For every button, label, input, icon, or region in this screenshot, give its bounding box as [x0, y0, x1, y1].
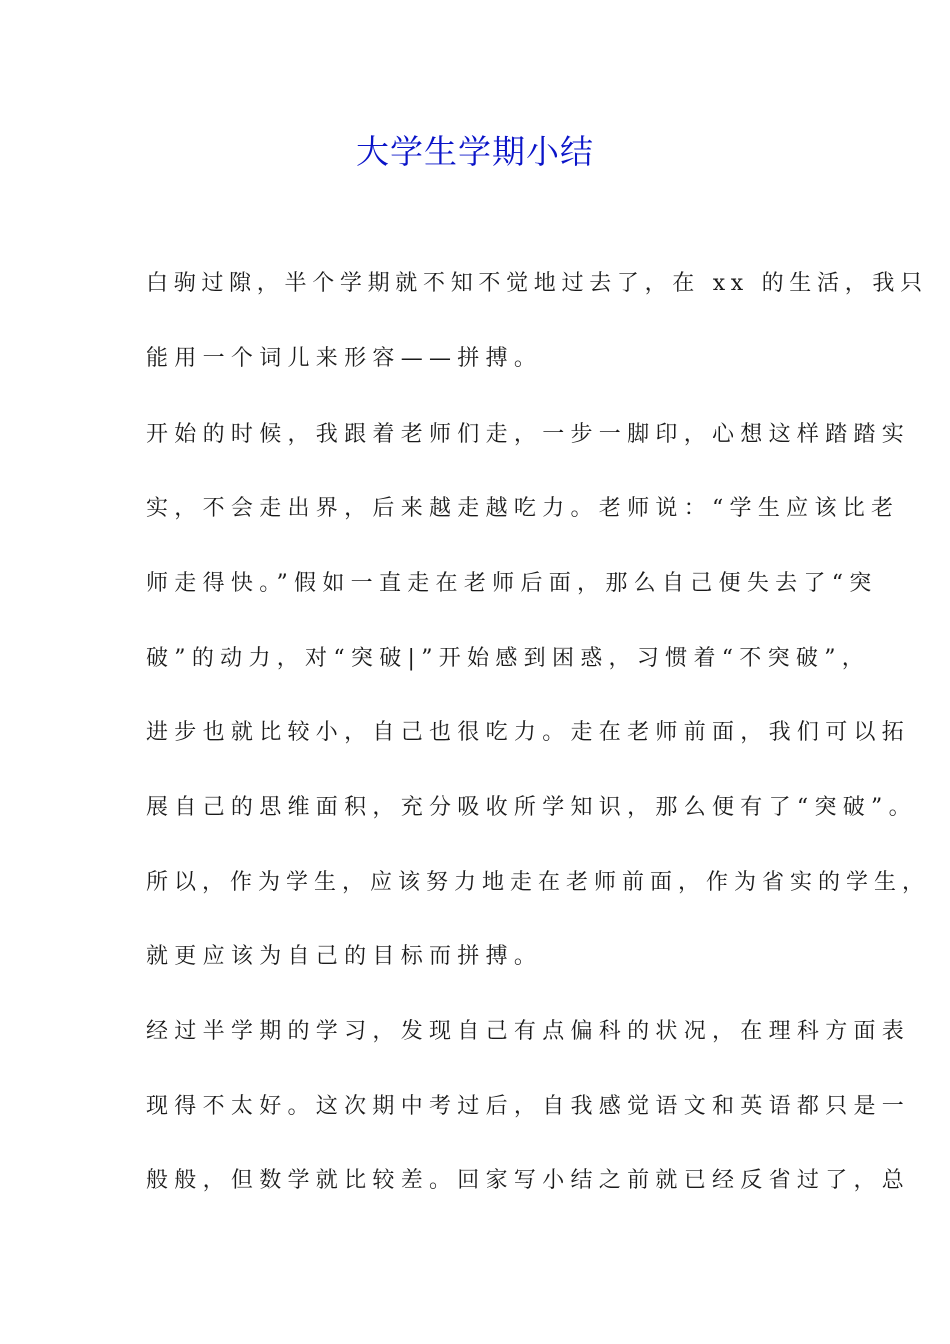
document-title: 大学生学期小结 — [356, 132, 594, 171]
text-line: 进步也就比较小，自己也很吃力。走在老师前面，我们可以拓 — [146, 720, 911, 745]
text-line: 能用一个词儿来形容——拼搏。 — [146, 346, 543, 371]
text-line: 展自己的思维面积，充分吸收所学知识，那么便有了“突破”。 — [146, 795, 917, 820]
text-line: 现得不太好。这次期中考过后，自我感觉语文和英语都只是一 — [146, 1094, 911, 1119]
text-line: 经过半学期的学习，发现自己有点偏科的状况，在理科方面表 — [146, 1019, 911, 1044]
text-line: 就更应该为自己的目标而拼搏。 — [146, 944, 543, 969]
text-line: 破”的动力，对“突破|”开始感到困惑，习惯着“不突破”， — [146, 646, 871, 671]
text-line: 白驹过隙，半个学期就不知不觉地过去了，在 xx 的生活，我只 — [146, 271, 928, 296]
text-line: 实，不会走出界，后来越走越吃力。老师说：“学生应该比老 — [146, 496, 900, 521]
text-line: 开始的时候，我跟着老师们走，一步一脚印，心想这样踏踏实 — [146, 422, 911, 447]
text-line: 所以，作为学生，应该努力地走在老师前面，作为省实的学生， — [146, 870, 931, 895]
text-line: 师走得快。”假如一直走在老师后面，那么自己便失去了“突 — [146, 571, 878, 596]
text-line: 般般，但数学就比较差。回家写小结之前就已经反省过了，总 — [146, 1168, 911, 1193]
